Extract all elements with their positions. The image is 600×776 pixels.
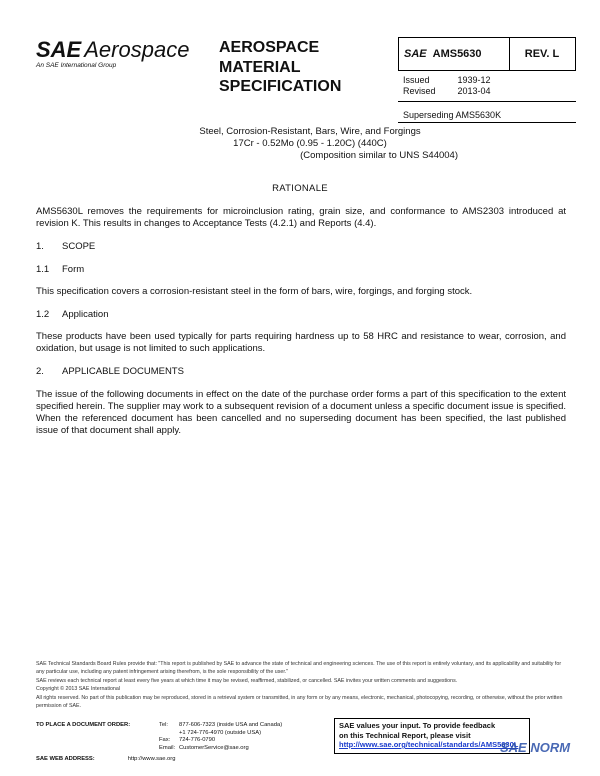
section-number: 2. xyxy=(36,366,44,377)
document-number-box xyxy=(398,37,576,71)
section-title: SCOPE xyxy=(62,241,96,252)
section-number: 1. xyxy=(36,241,44,252)
section-number: 1.1 xyxy=(36,264,50,275)
header-rule-2 xyxy=(398,122,576,123)
subject-line-2: 17Cr - 0.52Mo (0.95 - 1.20C) (440C) xyxy=(233,138,387,149)
sae-aerospace-logo xyxy=(36,39,211,69)
revised-label: Revised xyxy=(403,86,436,96)
footer-note-review: SAE reviews each technical report at least every five years at which time it may be revised, reaffirmed, stabilized, or cancelled. SAE invites your written comments and suggestions. xyxy=(36,677,458,684)
web-label: SAE WEB ADDRESS: xyxy=(36,756,95,762)
section-1-heading xyxy=(36,241,95,252)
logo-subtitle: An SAE International Group xyxy=(36,62,117,69)
section-1-2-text: These products have been used typically for parts requiring hardness up to 58 HRC and resistance to wear, corrosion, and oxidation, but usage is not limited to such applications. xyxy=(36,331,566,354)
issued-label: Issued xyxy=(403,75,430,85)
document-type-title xyxy=(219,38,341,97)
superseding-note: Superseding AMS5630K xyxy=(403,110,502,120)
fax-label: Fax: xyxy=(159,737,171,744)
subject-line-1: Steel, Corrosion-Resistant, Bars, Wire, and Forgings xyxy=(199,126,421,137)
rationale-heading: RATIONALE xyxy=(272,183,328,194)
document-dates xyxy=(403,75,491,97)
rationale-text: AMS5630L removes the requirements for microinclusion rating, grain size, and conformance to AMS2303 introduced at revision K. This results in changes to Acceptance Tests (4.2.1) and Reports (4.4). xyxy=(36,206,566,229)
section-2-heading xyxy=(36,366,184,377)
web-address xyxy=(36,756,175,762)
tel-value: 877-606-7323 (inside USA and Canada) xyxy=(179,722,283,728)
email-value: CustomerService@sae.org xyxy=(179,744,249,751)
issued-value: 1939-12 xyxy=(457,75,491,85)
feedback-line-2: on this Technical Report, please visit xyxy=(339,730,471,740)
title-line-1: AEROSPACE xyxy=(219,39,320,56)
title-line-3: SPECIFICATION xyxy=(219,78,342,95)
header-rule-1 xyxy=(398,101,576,102)
section-title: Form xyxy=(62,264,85,275)
sae-norm-watermark: SAE NORM xyxy=(500,740,571,755)
doc-prefix: SAE xyxy=(404,48,427,60)
section-title: APPLICABLE DOCUMENTS xyxy=(62,366,184,377)
section-1-1-heading xyxy=(36,264,84,275)
footer-note-rights: All rights reserved. No part of this publication may be reproduced, stored in a retrieval system or transmitted, in any form or by any means, electronic, mechanical, photocopying, recording, or otherwise, without the prior written permission of SAE. xyxy=(36,694,563,710)
tel-label: Tel: xyxy=(159,722,169,728)
logo-aerospace: Aerospace xyxy=(84,37,190,62)
document-number xyxy=(404,48,482,60)
footer-note-copyright: Copyright © 2013 SAE International xyxy=(36,686,120,693)
fax-value: 724-776-0790 xyxy=(179,737,216,744)
section-1-2-heading xyxy=(36,309,108,320)
order-info xyxy=(36,722,282,752)
section-2-text: The issue of the following documents in effect on the date of the purchase order forms a part of this specification to the extent specified herein. The supplier may work to a subsequent revision of a document unless a specific document issue is specified. When the referenced document has been cancelled and no superseding document has been specified, the last published issue of that document shall apply. xyxy=(36,389,566,436)
feedback-link[interactable]: http://www.sae.org/technical/standards/AMS5630L xyxy=(339,740,519,749)
logo-sae: SAE xyxy=(36,37,82,62)
revision-label: REV. L xyxy=(524,48,560,60)
doc-number: AMS5630 xyxy=(432,48,482,60)
web-value[interactable]: http://www.sae.org xyxy=(127,756,176,762)
section-title: Application xyxy=(62,309,109,320)
document-subject xyxy=(160,126,460,162)
footer-notes xyxy=(36,660,566,710)
email-label: Email: xyxy=(159,744,176,751)
feedback-line-1: SAE values your input. To provide feedback xyxy=(339,721,496,730)
section-number: 1.2 xyxy=(36,309,50,320)
title-line-2: MATERIAL xyxy=(219,58,301,76)
footer-note-rules: SAE Technical Standards Board Rules provide that: "This report is published by SAE to advance the state of technical and engineering sciences. The use of this report is entirely voluntary, and its applicability and suitability for any particular use, including any patent infringement arising therefrom, is the sole responsibility of the user." xyxy=(36,661,562,676)
subject-line-3: (Composition similar to UNS S44004) xyxy=(300,150,458,161)
order-label: TO PLACE A DOCUMENT ORDER: xyxy=(36,722,131,728)
revised-value: 2013-04 xyxy=(457,86,491,96)
tel2-value: +1 724-776-4970 (outside USA) xyxy=(179,729,262,736)
section-1-1-text: This specification covers a corrosion-resistant steel in the form of bars, wire, forgings, and forging stock. xyxy=(36,286,473,297)
